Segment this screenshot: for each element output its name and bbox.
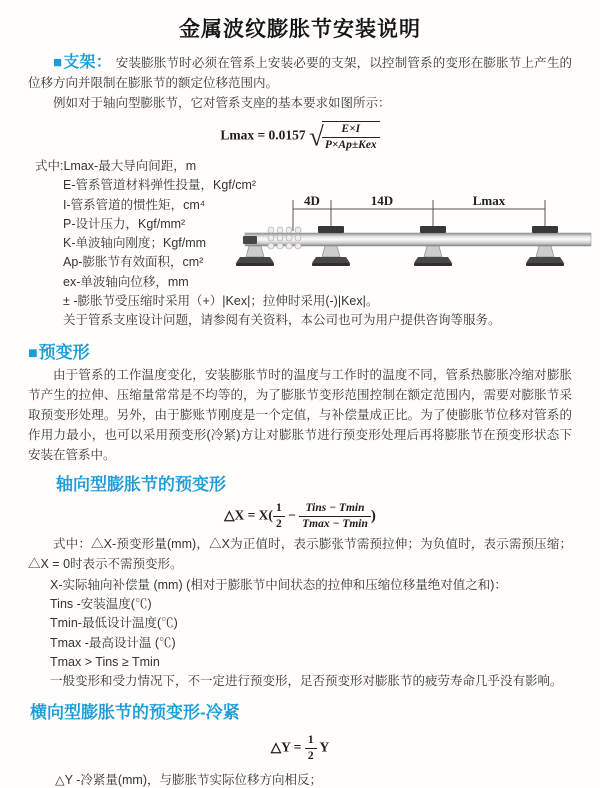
half-fraction	[273, 502, 285, 531]
lateral-predeform-formula	[0, 734, 600, 763]
definition-line: K-单波轴向刚度；Kgf/mm	[63, 236, 207, 251]
definition-line: ± -膨胀节受压缩时采用（+）|Kex|；拉伸时采用(-)|Kex|。	[63, 294, 379, 309]
sqrt-icon: √	[309, 121, 322, 152]
half-fraction	[305, 734, 317, 763]
support-intro-paragraph	[28, 53, 572, 93]
formula-fraction	[322, 123, 380, 152]
definition-line: Tins -安装温度(℃)	[50, 596, 152, 611]
support-section-heading: 支架：	[63, 54, 112, 71]
closing-paren: )	[370, 507, 376, 524]
definition-line: Tmax > Tins ≥ Tmin	[50, 654, 160, 669]
formula-radicand	[322, 121, 380, 152]
definition-line: P-设计压力，Kgf/mm²	[63, 216, 186, 231]
definition-line: ex-单波轴向位移，mm	[63, 274, 189, 289]
fraction-numerator: 1	[273, 502, 285, 517]
lateral-note-text: △Y -冷紧量(mm)，与膨胀节实际位移方向相反；	[55, 773, 323, 788]
dim-label-lmax: Lmax	[472, 193, 506, 208]
minus-sign: −	[288, 507, 296, 523]
definition-line: E-管系管道材料弹性投量，Kgf/cm²	[63, 178, 257, 193]
definition-line: X-实际轴向补偿量 (mm) (相对于膨胀节中间状态的拉伸和压缩位移量绝对值之和)：	[50, 577, 507, 592]
formula-suffix: Y	[319, 740, 330, 756]
page-title: 金属波纹膨胀节安装说明	[179, 18, 421, 41]
symbol-definitions-block	[35, 157, 600, 331]
axial-formula-explanation: 式中：△X-预变形量(mm)，△X为正值时，表示膨张节需预拉伸；为负值时，表示需预压缩；△X = 0时表示不需预变形。	[28, 536, 572, 571]
square-bullet-icon: ■	[28, 344, 38, 362]
fraction-denominator: P×Ap±Kex	[324, 139, 377, 151]
lateral-predeform-heading: 横向型膨胀节的预变形-冷紧	[30, 703, 240, 723]
axial-predeform-formula	[0, 502, 600, 531]
formula-prefix: △Y =	[270, 740, 302, 756]
fraction-numerator: 1	[305, 734, 317, 749]
definition-line: 式中:Lmax-最大导向间距，m	[35, 159, 197, 173]
predeform-heading-label: 预变形	[38, 342, 90, 362]
fraction-denominator: Tmax − Tmin	[302, 517, 368, 530]
axial-definitions-block	[28, 576, 600, 692]
fraction-denominator: 2	[275, 517, 282, 530]
guide-spacing-formula	[0, 121, 600, 152]
fraction-numerator: E×I	[322, 123, 380, 138]
dim-label-4d: 4D	[304, 193, 320, 208]
definition-line: 关于管系支座设计问题，请参阅有关资料，本公司也可为用户提供咨询等服务。	[63, 313, 501, 328]
pipe-support-diagram	[243, 193, 595, 285]
predeform-section-heading	[28, 338, 600, 363]
fraction-numerator: Tins − Tmin	[299, 502, 371, 517]
definition-line: I-管系管道的惯性矩，cm⁴	[63, 197, 206, 212]
dim-label-14d: 14D	[370, 193, 394, 208]
temperature-fraction	[299, 502, 371, 531]
fraction-denominator: 2	[307, 750, 314, 763]
support-example-text: 例如对于轴向型膨胀节，它对管系支座的基本要求如图所示：	[53, 96, 391, 110]
predeform-body-text: 由于管系的工作温度变化，安装膨胀节时的温度与工作时的温度不同，管系热膨胀冷缩对膨胀节产生的拉伸、压缩量常常是不均等的，为了膨胀节变形范围控制在额定范围内，需要对膨胀节采取预变形处理。另外，由于膨账节刚度是一个定值，与补偿量成正比。为了使膨胀节位移对管系的作用力最小，也可以采用预变形(冷紧)方让对膨胀节进行预变形处理后再将膨胀节在预变形状态下安装在管系中。	[28, 367, 572, 462]
definition-line: Tmax -最高设计温 (℃)	[50, 635, 176, 650]
support-intro-text: 安装膨胀节时必须在管系上安装必要的支架，以控制管系的变形在膨胀节上产生的位移方向并限制在膨胀节的额定位移范围内。	[28, 56, 572, 90]
definition-line: Ap-膨胀节有效面积，cm²	[63, 255, 204, 270]
definition-line: Tmin-最低设计温度(℃)	[50, 616, 178, 631]
square-bullet-icon: ■	[53, 54, 63, 71]
formula-prefix: Lmax = 0.0157	[220, 127, 306, 143]
axial-predeform-heading: 轴向型膨胀节的预变形	[56, 474, 226, 494]
definition-line: 一般变形和受力情况下，不一定进行预变形，足否预变形对膨胀节的疲劳寿命几乎没有影响。	[50, 674, 563, 689]
formula-prefix: △X = X(	[224, 507, 273, 523]
